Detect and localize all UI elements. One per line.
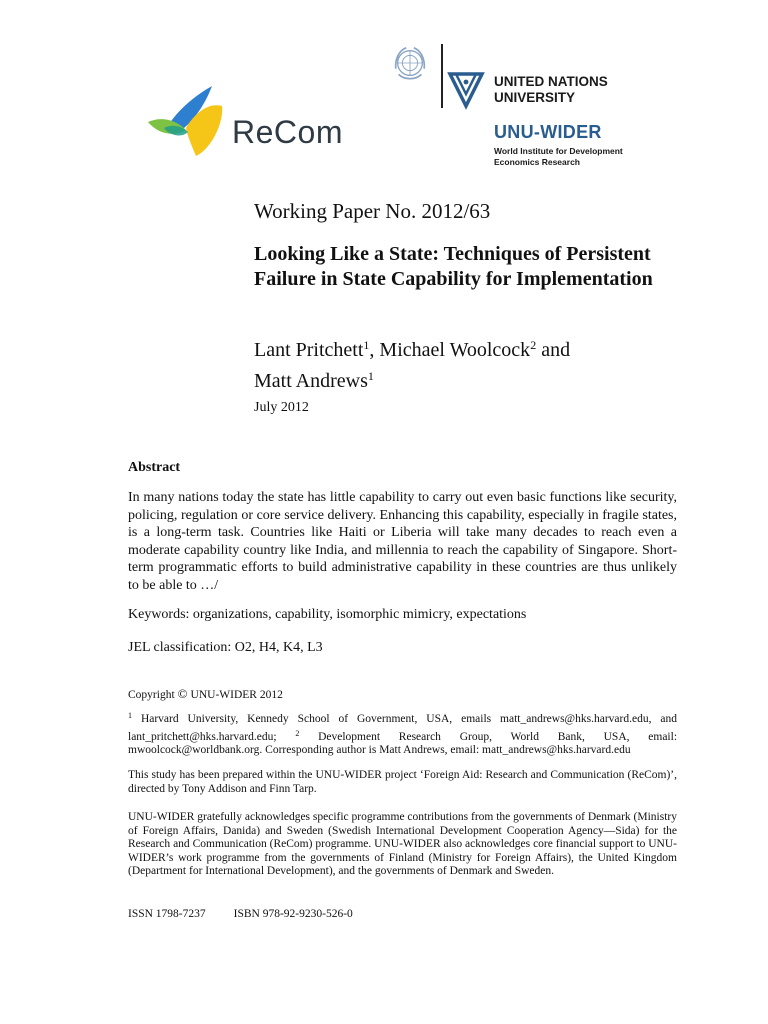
authors-and: and xyxy=(541,339,571,361)
author-woolcock-affiliation: 2 xyxy=(530,338,537,352)
footnote-text-1: Harvard University, Kennedy School of Government, USA, emails matt_andrews@hks.harvard.edu, and lant_pritchett@hks.harvard.edu; xyxy=(128,713,678,743)
copyright-holder: UNU-WIDER 2012 xyxy=(190,689,283,701)
un-emblem-icon xyxy=(391,44,429,82)
unu-divider xyxy=(441,44,443,108)
abstract-text: In many nations today the state has little capability to carry out even basic functions like security, policing, regulation or core service delivery. Enhancing this capability, especially in fragile states, is a long-term task. Countries like Haiti or Liberia will take many decades to reach even a moderate capability country like India, and millennia to reach the capability of Singapore. Short-term programmatic efforts to build administrative capability in these countries are thus unlikely to be able to …/ xyxy=(128,490,677,593)
isbn: ISBN 978-92-9230-526-0 xyxy=(233,908,353,920)
author-pritchett: Lant Pritchett xyxy=(254,339,364,361)
copyright-symbol: © xyxy=(177,686,188,701)
working-paper-number: Working Paper No. 2012/63 xyxy=(254,199,491,223)
unu-name-line1: UNITED NATIONS xyxy=(494,74,608,89)
acknowledgement: UNU-WIDER gratefully acknowledges specific programme contributions from the governments of Denmark (Ministry of Foreign Affairs, Danida) and Sweden (Swedish International Development Cooperation Agency—Sida) for the Research and Communication (ReCom) programme. UNU-WIDER also acknowledges core financial support to UNU-WIDER’s work programme from the governments of Finland (Ministry for Foreign Affairs), the United Kingdom (Department for International Development), and the governments of Denmark and Sweden. xyxy=(128,811,677,877)
copyright-label: Copyright xyxy=(128,689,175,701)
recom-logo-text: ReCom xyxy=(232,114,343,150)
abstract-heading: Abstract xyxy=(128,460,181,475)
footnote-marker-1: 1 xyxy=(128,711,132,720)
unu-wider-subtitle-line2: Economics Research xyxy=(494,157,580,167)
study-note: This study has been prepared within the UNU-WIDER project ‘Foreign Aid: Research and Communication (ReCom)’, directed by Tony Addison and Finn Tarp. xyxy=(128,769,677,795)
keywords: Keywords: organizations, capability, isomorphic mimicry, expectations xyxy=(128,607,527,622)
footnote-marker-2: 2 xyxy=(295,728,300,738)
authors: Lant Pritchett$^1$, Michael Woolcock$^2$ and Matt Andrews$^1$ xyxy=(254,338,571,392)
paper-title: Looking Like a State: Techniques of Persistent Failure in State Capability for Implementation xyxy=(254,243,653,290)
unu-mark-icon xyxy=(446,70,486,110)
unu-wider-subtitle xyxy=(494,146,623,168)
author-pritchett-affiliation: 1 xyxy=(363,338,370,352)
identifiers xyxy=(128,908,353,920)
author-woolcock: Michael Woolcock xyxy=(379,339,531,361)
copyright-line xyxy=(128,687,677,703)
unu-name-line2: UNIVERSITY xyxy=(494,90,576,105)
recom-logo-icon xyxy=(146,84,236,159)
author-andrews-affiliation: 1 xyxy=(367,369,374,383)
unu-wider-title: UNU-WIDER xyxy=(494,122,602,142)
footnote-text-2: Development Research Group, World Bank, USA, email: mwoolcock@worldbank.org. Corresponding author is Matt Andrews, email: matt_andrews@hks.harvard.edu xyxy=(128,730,678,756)
affiliation-footnote xyxy=(128,709,677,758)
unu-name xyxy=(494,74,608,106)
publication-date: July 2012 xyxy=(254,400,309,415)
unu-wider-subtitle-line1: World Institute for Development xyxy=(494,146,623,156)
author-andrews: Matt Andrews xyxy=(254,370,368,392)
issn: ISSN 1798-7237 xyxy=(128,908,206,920)
jel-classification: JEL classification: O2, H4, K4, L3 xyxy=(128,640,323,655)
